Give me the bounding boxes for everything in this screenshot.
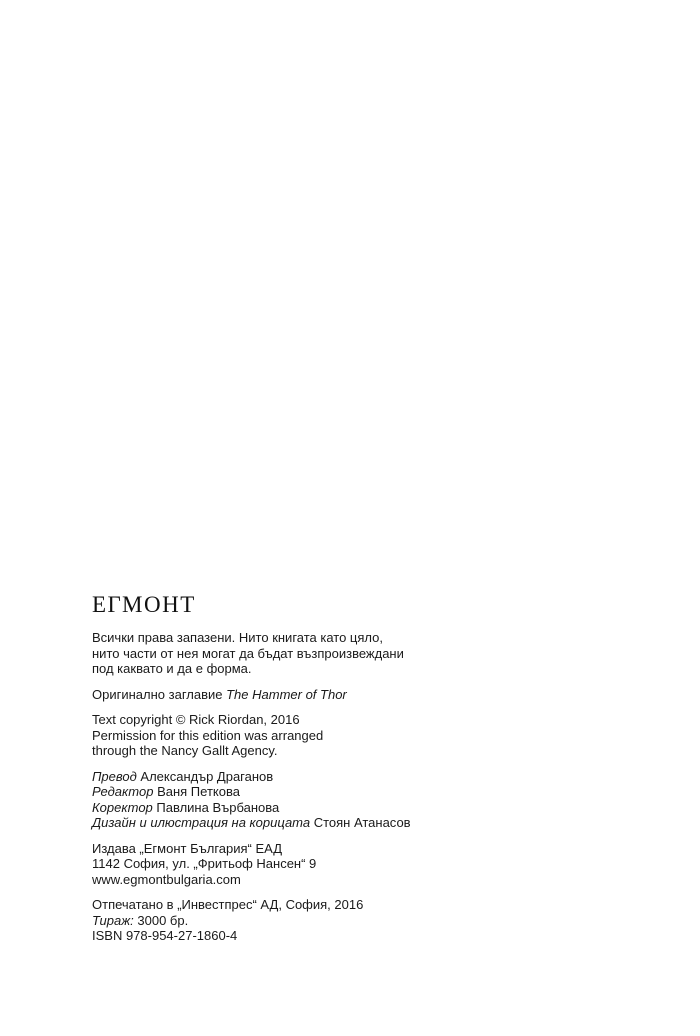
printing-info: [92, 897, 512, 944]
rights-line: Всички права запазени. Нито книгата като цяло,: [92, 630, 383, 645]
credit-line-editor: [92, 784, 512, 800]
rights-line: нито части от нея могат да бъдат възпроизвеждани: [92, 645, 404, 661]
publisher-website: www.egmontbulgaria.com: [92, 871, 241, 887]
original-title-value: The Hammer of Thor: [226, 686, 347, 702]
printed-by: Отпечатано в „Инвестпрес“ АД, София, 2016: [92, 897, 364, 912]
copyright-notice: [92, 712, 512, 759]
credit-line-cover-design: [92, 815, 512, 831]
publisher-logo: ЕГМОНТ: [92, 592, 196, 617]
print-run-label: Тираж:: [92, 912, 134, 928]
print-run-value: 3000 бр.: [137, 912, 189, 928]
print-run: [92, 913, 512, 929]
credit-role: Коректор: [92, 799, 153, 815]
credit-role: Дизайн и илюстрация на корицата: [92, 815, 311, 830]
credit-line-proofreader: [92, 800, 512, 816]
copyright-line: Text copyright © Rick Riordan, 2016: [92, 712, 300, 727]
copyright-line: through the Nancy Gallt Agency.: [92, 743, 278, 758]
publisher-address: 1142 София, ул. „Фритьоф Нансен“ 9: [92, 856, 317, 871]
credit-name: Александър Драганов: [140, 768, 274, 784]
original-title: [92, 687, 512, 703]
publisher-name: Издава „Егмонт България“ ЕАД: [92, 840, 283, 856]
credits: [92, 769, 512, 831]
copyright-line: Permission for this edition was arranged: [92, 727, 324, 743]
credit-role: Превод: [92, 768, 137, 784]
credit-name: Стоян Атанасов: [313, 815, 411, 830]
publisher-info: [92, 841, 512, 888]
rights-line: под каквато и да е форма.: [92, 661, 252, 676]
isbn: ISBN 978-954-27-1860-4: [92, 928, 238, 943]
credit-name: Ваня Петкова: [157, 784, 240, 799]
credit-role: Редактор: [92, 784, 154, 799]
imprint-block: [92, 592, 512, 954]
credit-name: Павлина Върбанова: [156, 799, 280, 815]
credit-line-translation: [92, 769, 512, 785]
rights-notice: [92, 630, 512, 677]
original-title-label: Оригинално заглавие: [92, 686, 223, 702]
